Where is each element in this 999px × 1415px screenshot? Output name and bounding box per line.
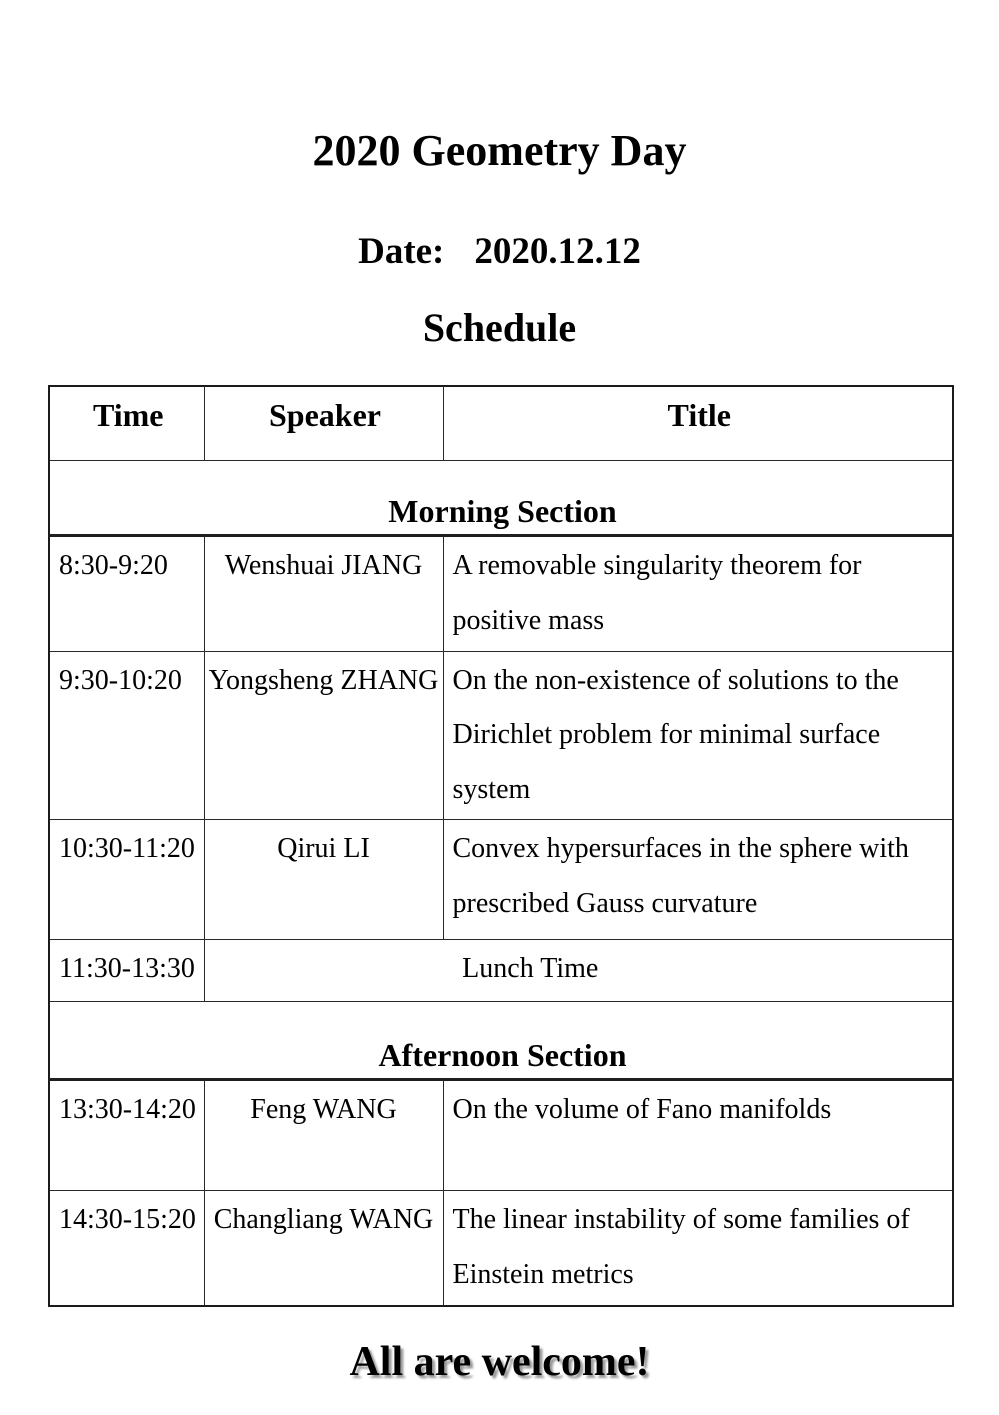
table-header-row [49, 386, 953, 461]
cell-time: 11:30-13:30 [49, 940, 204, 1002]
table-row [49, 651, 953, 820]
section-row-morning [49, 461, 953, 536]
column-header-title: Title [443, 386, 953, 461]
table-row [49, 1191, 953, 1306]
schedule-table [48, 385, 954, 1307]
cell-speaker: Wenshuai JIANG [204, 536, 443, 651]
cell-lunch-label: Lunch Time [204, 940, 953, 1002]
footer-message: All are welcome! [349, 1338, 650, 1385]
cell-time: 9:30-10:20 [49, 651, 204, 820]
column-header-time: Time [49, 386, 204, 461]
date-value: 2020.12.12 [474, 230, 641, 272]
page-title: 2020 Geometry Day [312, 126, 687, 175]
table-row [49, 820, 953, 940]
date-label: Date: [358, 230, 445, 272]
cell-speaker: Yongsheng ZHANG [204, 651, 443, 820]
table-row-lunch [49, 940, 953, 1002]
cell-time: 14:30-15:20 [49, 1191, 204, 1306]
section-label-morning: Morning Section [49, 461, 953, 536]
cell-title: The linear instability of some families of Einstein metrics [443, 1191, 953, 1306]
cell-title: Convex hypersurfaces in the sphere with prescribed Gauss curvature [443, 820, 953, 940]
table-row [49, 1080, 953, 1191]
cell-speaker: Feng WANG [204, 1080, 443, 1191]
cell-title: On the volume of Fano manifolds [443, 1080, 953, 1191]
schedule-heading: Schedule [422, 304, 577, 350]
section-row-afternoon [49, 1002, 953, 1080]
cell-title: On the non-existence of solutions to the Dirichlet problem for minimal surface system [443, 651, 953, 820]
cell-speaker: Qirui LI [204, 820, 443, 940]
section-label-afternoon: Afternoon Section [49, 1002, 953, 1080]
table-row [49, 536, 953, 651]
cell-title: A removable singularity theorem for positive mass [443, 536, 953, 651]
cell-speaker: Changliang WANG [204, 1191, 443, 1306]
column-header-speaker: Speaker [204, 386, 443, 461]
cell-time: 8:30-9:20 [49, 536, 204, 651]
cell-time: 10:30-11:20 [49, 820, 204, 940]
cell-time: 13:30-14:20 [49, 1080, 204, 1191]
date-line [0, 230, 999, 274]
